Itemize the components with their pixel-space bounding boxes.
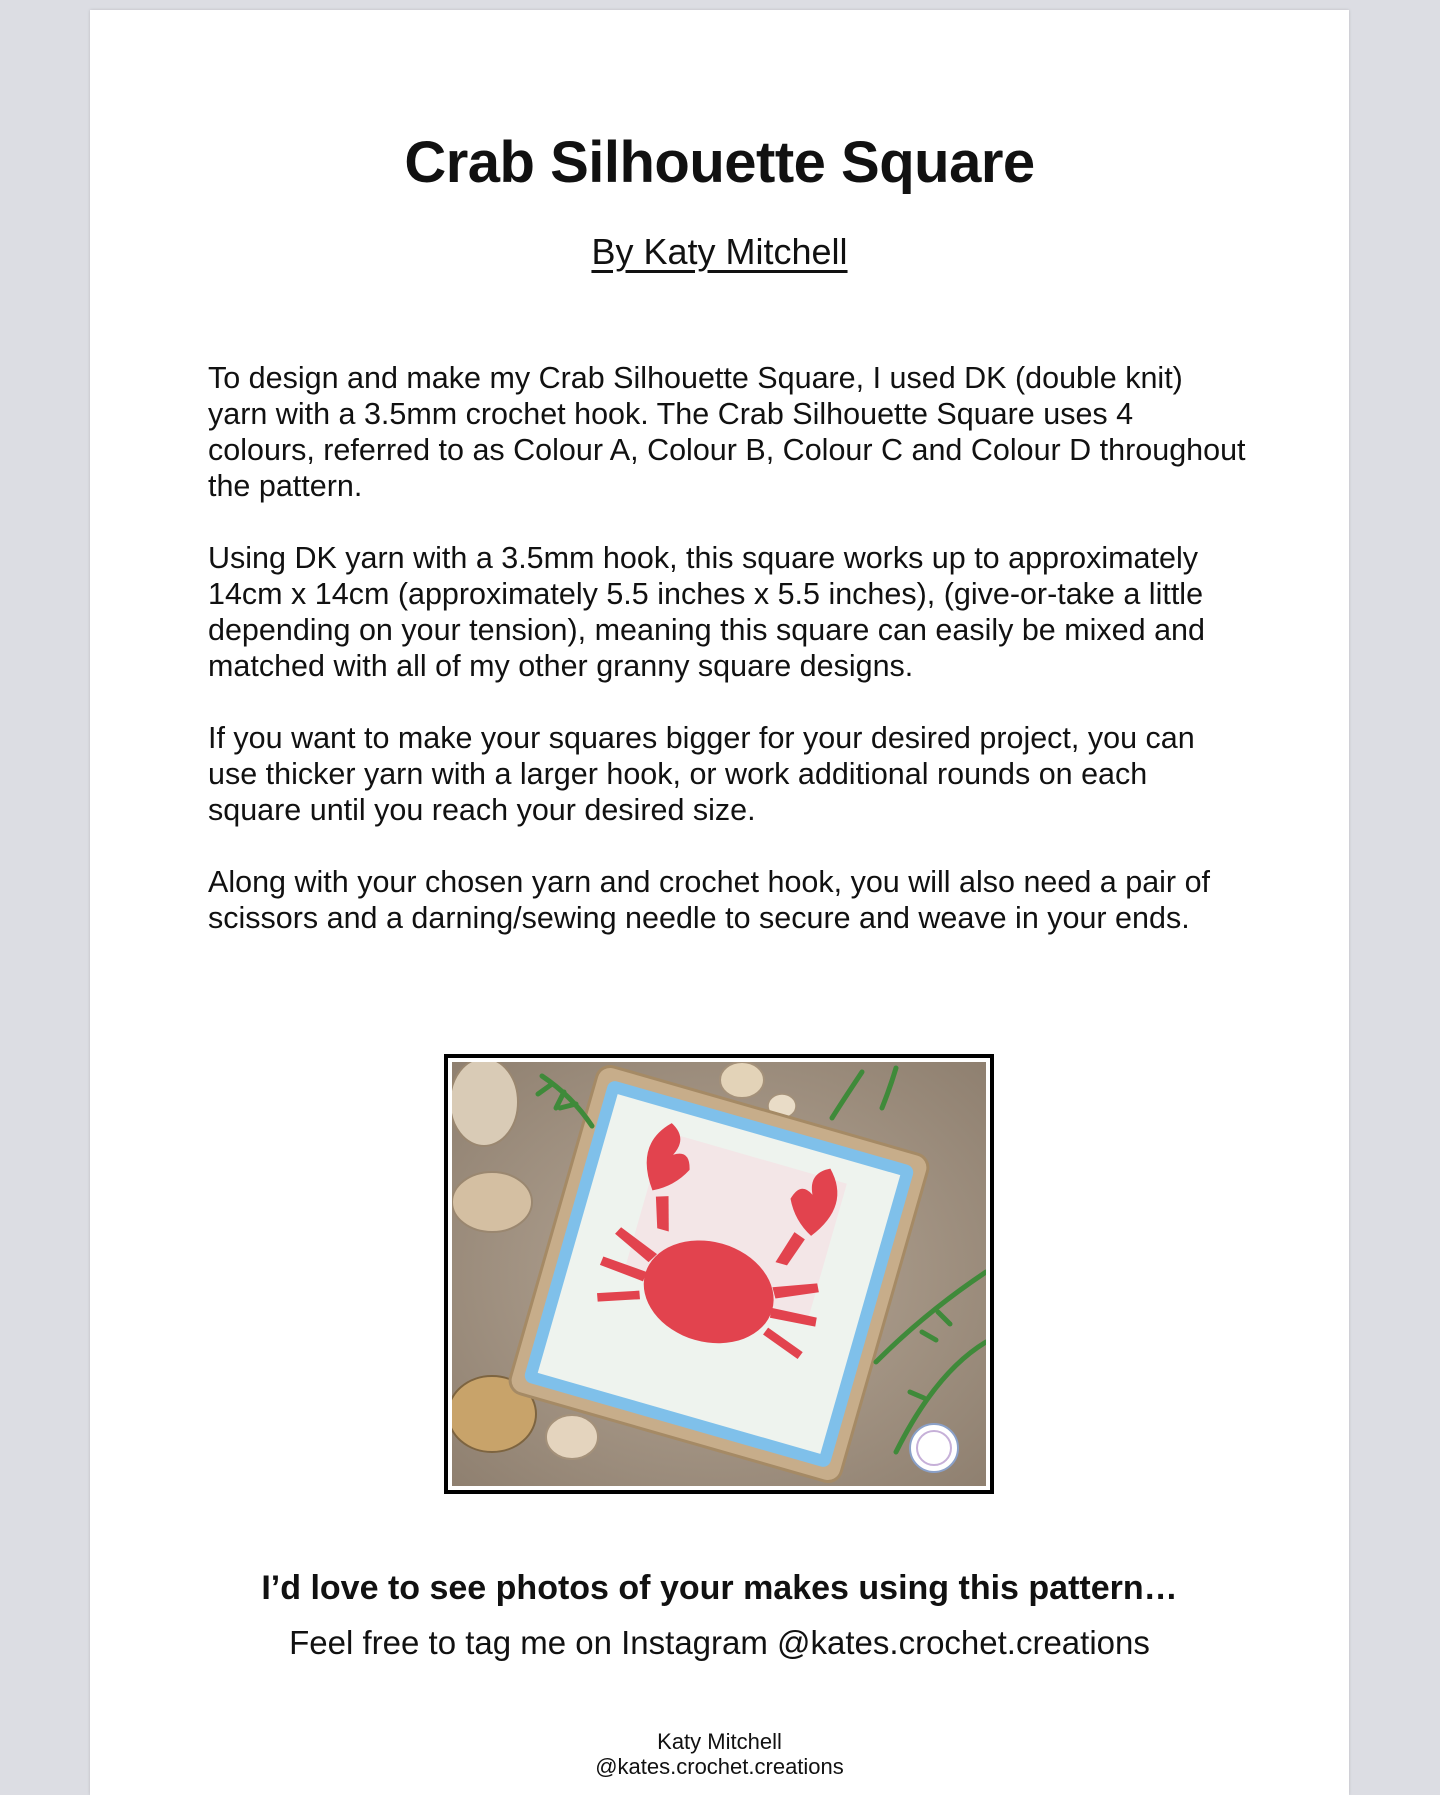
shell-left <box>452 1172 532 1232</box>
footer-author-name: Katy Mitchell <box>657 1729 782 1754</box>
cta-heading: I’d love to see photos of your makes using this pattern… <box>261 1569 1178 1607</box>
page-title: Crab Silhouette Square <box>404 130 1035 195</box>
shell-bottom <box>546 1415 598 1459</box>
crab-square-photo <box>444 1054 994 1494</box>
shell-top <box>720 1062 764 1098</box>
document-page <box>90 10 1349 1795</box>
paragraph-size: Using DK yarn with a 3.5mm hook, this square works up to approximately 14cm x 14cm (approximately 5.5 inches x 5.5 inches), (give-or-take a little depending on your tension), meaning this square can easily be mixed and matched with all of my other granny square designs. <box>208 541 1205 683</box>
paragraph-tools: Along with your chosen yarn and crochet hook, you will also need a pair of scissors and a darning/sewing needle to secure and weave in your ends. <box>208 865 1211 935</box>
cta-instagram-text: Feel free to tag me on Instagram @kates.crochet.creations <box>289 1624 1150 1661</box>
footer-instagram-handle: @kates.crochet.creations <box>595 1754 844 1779</box>
intro-text <box>208 360 1248 972</box>
shell-top-left <box>452 1062 518 1146</box>
author-byline: By Katy Mitchell <box>591 231 848 272</box>
paragraph-bigger-squares: If you want to make your squares bigger for your desired project, you can use thicker yarn with a larger hook, or work additional rounds on each square until you reach your desired size. <box>208 721 1195 827</box>
paragraph-yarn-and-colours: To design and make my Crab Silhouette Square, I used DK (double knit) yarn with a 3.5mm crochet hook. The Crab Silhouette Square uses 4 colours, referred to as Colour A, Colour B, Colour C and Colour D throughout the pattern. <box>208 361 1246 503</box>
crochet-crab-square-photo-icon <box>452 1062 986 1486</box>
